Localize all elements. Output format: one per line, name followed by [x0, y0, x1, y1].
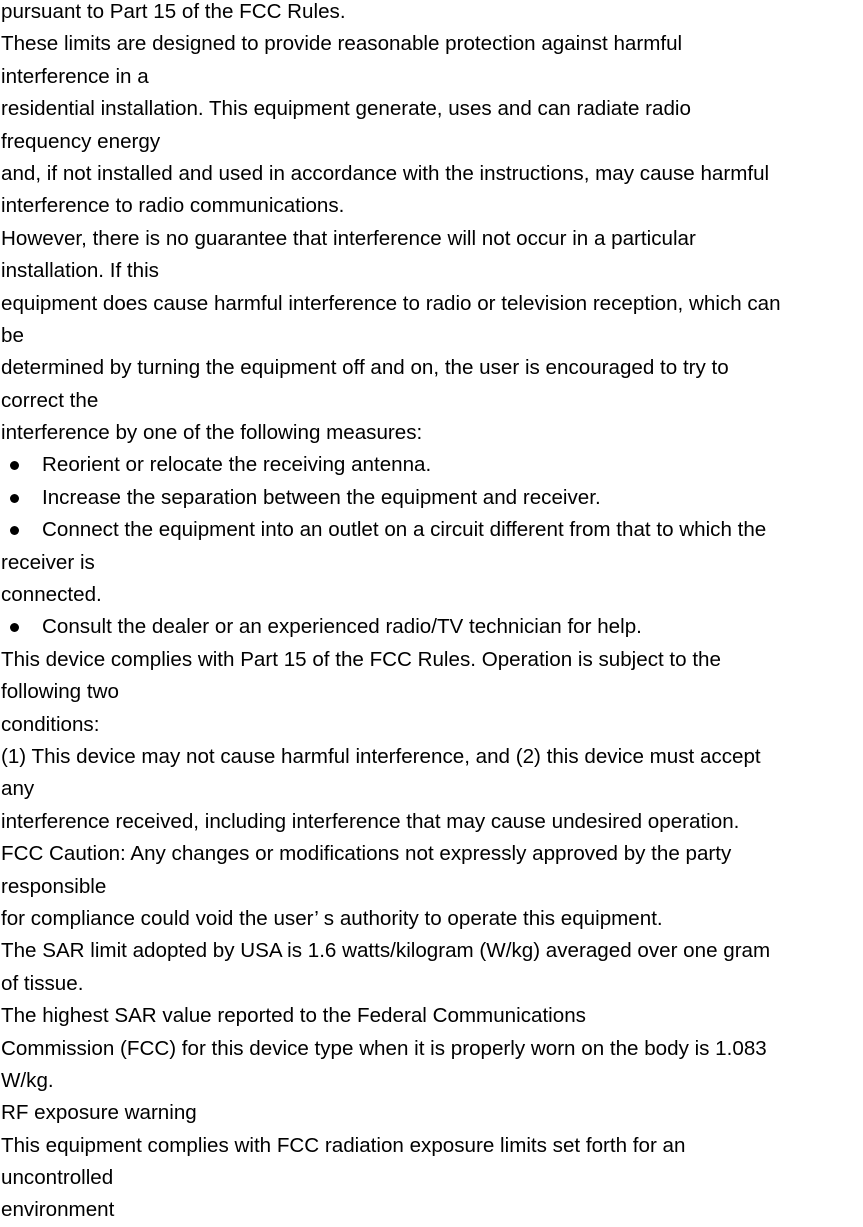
- line-text: Reorient or relocate the receiving antenna.: [42, 453, 432, 477]
- text-line: [1, 773, 863, 805]
- text-line: [1, 223, 863, 255]
- bullet-list-item: [1, 482, 863, 514]
- bullet-icon: [10, 623, 19, 632]
- text-line: [1, 1000, 863, 1032]
- text-line: [1, 709, 863, 741]
- line-text: However, there is no guarantee that interference will not occur in a particular: [1, 226, 696, 250]
- line-text: connected.: [1, 583, 102, 607]
- text-line: [1, 126, 863, 158]
- line-text: pursuant to Part 15 of the FCC Rules.: [1, 0, 346, 23]
- line-text: Commission (FCC) for this device type when it is properly worn on the body is 1.083: [1, 1036, 767, 1060]
- line-text: Increase the separation between the equipment and receiver.: [42, 485, 601, 509]
- line-text: uncontrolled: [1, 1166, 114, 1190]
- text-line: [1, 288, 863, 320]
- line-text: This equipment complies with FCC radiation exposure limits set forth for an: [1, 1133, 686, 1157]
- text-line: [1, 644, 863, 676]
- text-line: [1, 417, 863, 449]
- line-text: for compliance could void the user’ s authority to operate this equipment.: [1, 906, 663, 930]
- line-text: interference in a: [1, 64, 149, 88]
- text-line: [1, 871, 863, 903]
- text-line: [1, 255, 863, 287]
- line-text: of tissue.: [1, 971, 84, 995]
- bullet-list-item: [1, 514, 863, 546]
- line-text: be: [1, 323, 24, 347]
- text-line: [1, 935, 863, 967]
- line-text: responsible: [1, 874, 107, 898]
- bullet-icon: [10, 494, 19, 503]
- line-text: interference to radio communications.: [1, 194, 345, 218]
- line-text: environment: [1, 1198, 115, 1222]
- line-text: The highest SAR value reported to the Federal Communications: [1, 1004, 586, 1028]
- text-line: [1, 1033, 863, 1065]
- text-line: [1, 968, 863, 1000]
- bullet-icon: [10, 526, 19, 535]
- text-line: [1, 838, 863, 870]
- line-text: installation. If this: [1, 259, 159, 283]
- bullet-icon: [10, 461, 19, 470]
- line-text: determined by turning the equipment off and on, the user is encouraged to try to: [1, 356, 729, 380]
- line-text: These limits are designed to provide reasonable protection against harmful: [1, 32, 683, 56]
- line-text: interference by one of the following measures:: [1, 421, 423, 445]
- text-line: [1, 61, 863, 93]
- line-text: frequency energy: [1, 129, 161, 153]
- line-text: correct the: [1, 388, 99, 412]
- text-line: [1, 547, 863, 579]
- line-text: conditions:: [1, 712, 100, 736]
- text-line: [1, 676, 863, 708]
- line-text: Consult the dealer or an experienced radio/TV technician for help.: [42, 615, 642, 639]
- line-text: following two: [1, 680, 119, 704]
- text-line: [1, 352, 863, 384]
- line-text: (1) This device may not cause harmful interference, and (2) this device must accept: [1, 744, 761, 768]
- line-text: RF exposure warning: [1, 1101, 197, 1125]
- text-line: [1, 1162, 863, 1194]
- text-line: [1, 385, 863, 417]
- text-line: [1, 1194, 863, 1226]
- line-text: any: [1, 777, 35, 801]
- text-line: [1, 1097, 863, 1129]
- line-text: W/kg.: [1, 1068, 54, 1092]
- bullet-list-item: [1, 611, 863, 643]
- text-line: [1, 28, 863, 60]
- line-text: and, if not installed and used in accordance with the instructions, may cause harmful: [1, 161, 770, 185]
- text-line: [1, 1065, 863, 1097]
- text-line: [1, 93, 863, 125]
- line-text: This device complies with Part 15 of the FCC Rules. Operation is subject to the: [1, 647, 721, 671]
- line-text: The SAR limit adopted by USA is 1.6 watts/kilogram (W/kg) averaged over one gram: [1, 939, 771, 963]
- document-body: [1, 0, 863, 1227]
- text-line: [1, 806, 863, 838]
- text-line: [1, 158, 863, 190]
- line-text: FCC Caution: Any changes or modifications not expressly approved by the party: [1, 842, 732, 866]
- text-line: [1, 190, 863, 222]
- text-line: [1, 741, 863, 773]
- text-line: [1, 320, 863, 352]
- text-line: [1, 0, 863, 28]
- line-text: residential installation. This equipment generate, uses and can radiate radio: [1, 97, 691, 121]
- text-line: [1, 1130, 863, 1162]
- line-text: equipment does cause harmful interference to radio or television reception, which can: [1, 291, 781, 315]
- bullet-list-item: [1, 449, 863, 481]
- line-text: Connect the equipment into an outlet on a circuit different from that to which the: [42, 518, 767, 542]
- text-line: [1, 903, 863, 935]
- text-line: [1, 579, 863, 611]
- line-text: receiver is: [1, 550, 95, 574]
- line-text: interference received, including interference that may cause undesired operation.: [1, 809, 740, 833]
